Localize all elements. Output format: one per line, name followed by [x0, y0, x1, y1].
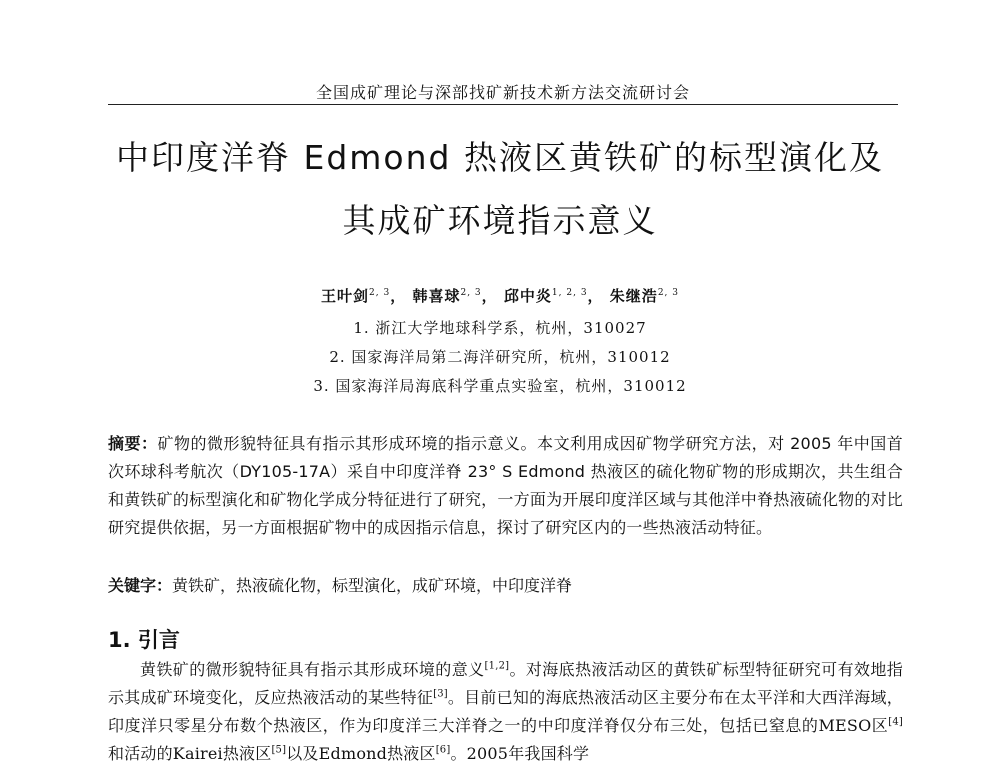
- author: 邱中炎$^{1, 2, 3}$，: [503, 287, 604, 305]
- citation: [4]: [888, 716, 903, 728]
- affiliation-2: 2. 国家海洋局第二海洋研究所，杭州，310012: [329, 348, 671, 366]
- keywords-text: 黄铁矿，热液硫化物，标型演化，成矿环境，中印度洋脊: [172, 576, 573, 595]
- citation: [5]: [271, 744, 287, 756]
- header-rule: [108, 104, 898, 105]
- citation: [1,2]: [484, 660, 510, 672]
- abstract: [108, 430, 903, 542]
- affiliation-3: 3. 国家海洋局海底科学重点实验室，杭州，310012: [313, 377, 687, 395]
- affiliation-1: 1. 浙江大学地球科学系，杭州，310027: [353, 319, 647, 337]
- introduction-paragraph: 黄铁矿的微形貌特征具有指示其形成环境的意义[1,2]。对海底热液活动区的黄铁矿标型特征研究可有效地指示其成矿环境变化，反应热液活动的某些特征[3]。目前已知的海底热液活动区主要分布在太平洋和大西洋海域，印度洋只零星分布数个热液区，作为印度洋三大洋脊之一的中印度洋脊仅分布三处，包括已窒息的MESO区[4]和活动的Kairei热液区[5]以及Edmond热液区[6]。2005年我国科学: [108, 660, 903, 763]
- citation: [6]: [435, 744, 451, 756]
- paper-title-line-2: 其成矿环境指示意义: [342, 201, 658, 240]
- keywords: [108, 573, 903, 599]
- abstract-label: 摘要：: [108, 434, 158, 453]
- paper-title-line-1: 中印度洋脊 Edmond 热液区黄铁矿的标型演化及: [116, 138, 884, 177]
- abstract-text: 矿物的微形貌特征具有指示其形成环境的指示意义。本文利用成因矿物学研究方法，对 2005 年中国首次环球科考航次（DY105-17A）采自中印度洋脊 23° S Edmond 热液区的硫化物矿物的形成期次，共生组合和黄铁矿的标型演化和矿物化学成分特征进行了研究，一方面为开展印度洋区域与其他洋中脊热液硫化物的对比研究提供依据，另一方面根据矿物中的成因指示信息，探讨了研究区内的一些热液活动特征。: [108, 434, 903, 537]
- author: 朱继浩$^{2, 3}$: [609, 287, 679, 305]
- author: 韩喜球$^{2, 3}$，: [412, 287, 498, 305]
- citation: [3]: [433, 688, 448, 700]
- keywords-label: 关键字：: [108, 576, 173, 595]
- running-header: 全国成矿理论与深部找矿新技术新方法交流研讨会: [315, 83, 690, 102]
- author: 王叶剑$^{2, 3}$，: [321, 287, 407, 305]
- section-heading-introduction: 1. 引言: [108, 628, 180, 652]
- author-list: [120, 285, 880, 306]
